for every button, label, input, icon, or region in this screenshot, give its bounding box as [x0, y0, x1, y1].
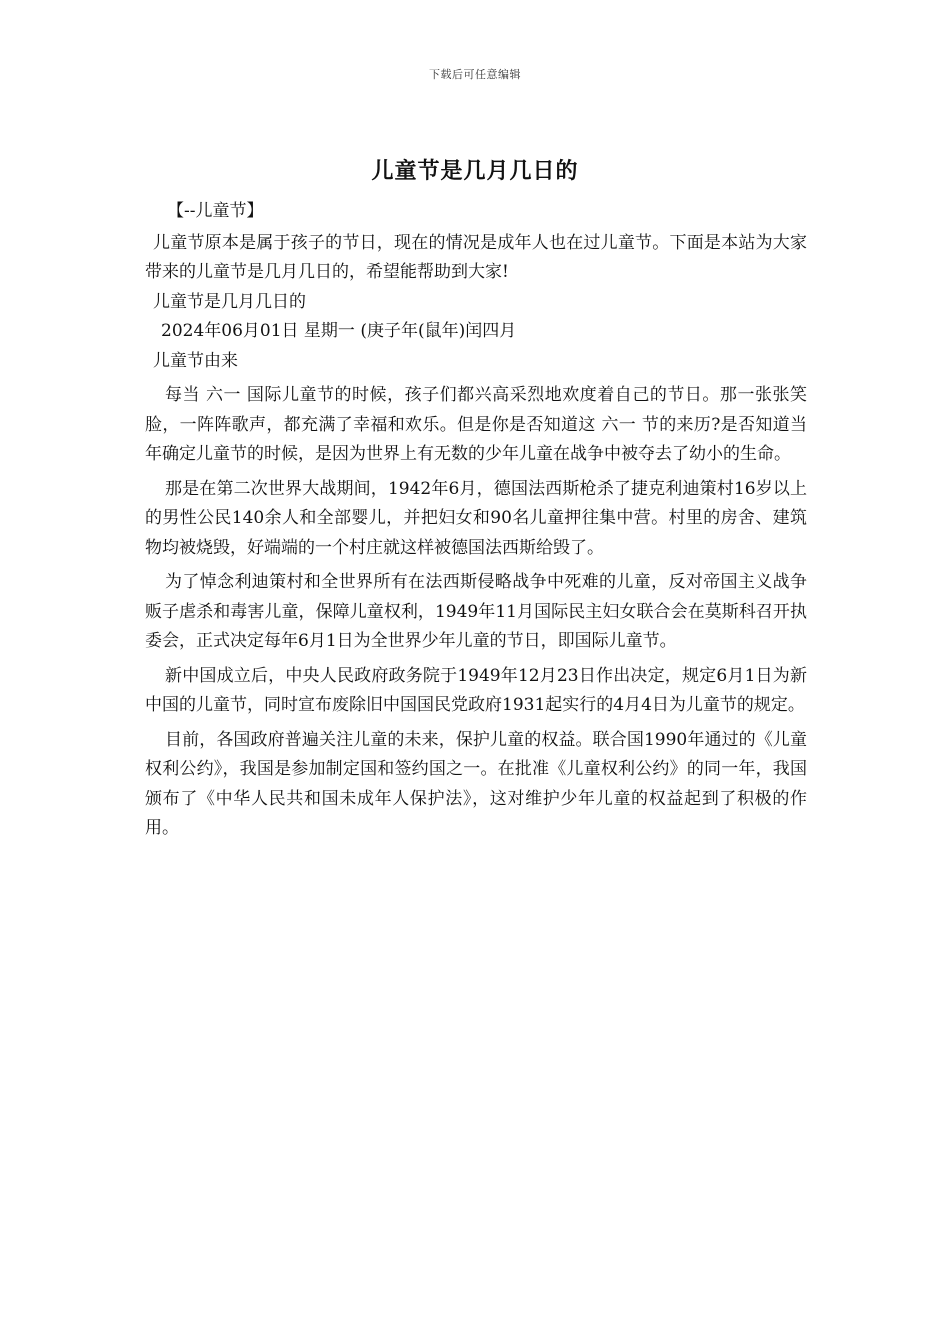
origin-heading: 儿童节由来 — [153, 350, 238, 371]
date-heading: 儿童节是几月几日的 — [153, 291, 306, 312]
origin-paragraph-5: 目前，各国政府普遍关注儿童的未来，保护儿童的权益。联合国1990年通过的《儿童权利公约》，我国是参加制定国和签约国之一。在批准《儿童权利公约》的同一年，我国颁布了《中华人民共和国未成年人保护法》，这对维护少年儿童的权益起到了积极的作用。 — [145, 729, 807, 838]
intro-paragraph: 儿童节原本是属于孩子的节日，现在的情况是成年人也在过儿童节。下面是本站为大家带来的儿童节是几月几日的，希望能帮助到大家! — [145, 232, 807, 282]
origin-paragraph-2: 那是在第二次世界大战期间，1942年6月，德国法西斯枪杀了捷克利迪策村16岁以上的男性公民140余人和全部婴儿，并把妇女和90名儿童押往集中营。村里的房舍、建筑物均被烧毁，好端端的一个村庄就这样被德国法西斯给毁了。 — [145, 478, 807, 558]
origin-paragraph-1: 每当 六一 国际儿童节的时候，孩子们都兴高采烈地欢度着自己的节日。那一张张笑脸，一阵阵歌声，都充满了幸福和欢乐。但是你是否知道这 六一 节的来历?是否知道当年确定儿童节的时候，是因为世界上有无数的少年儿童在战争中被夺去了幼小的生命。 — [145, 385, 807, 464]
origin-paragraph-3: 为了悼念利迪策村和全世界所有在法西斯侵略战争中死难的儿童，反对帝国主义战争贩子虐杀和毒害儿童，保障儿童权利，1949年11月国际民主妇女联合会在莫斯科召开执委会，正式决定每年6月1日为全世界少年儿童的节日，即国际儿童节。 — [145, 572, 807, 651]
tag-line: 【--儿童节】 — [167, 201, 264, 221]
header-note: 下载后可任意编辑 — [429, 68, 521, 81]
date-line: 2024年06月01日 星期一 (庚子年(鼠年)闰四月 — [161, 321, 517, 341]
origin-paragraph-4: 新中国成立后，中央人民政府政务院于1949年12月23日作出决定，规定6月1日为新中国的儿童节，同时宣布废除旧中国国民党政府1931起实行的4月4日为儿童节的规定。 — [145, 665, 807, 715]
document-title: 儿童节是几月几日的 — [371, 158, 579, 184]
document-body — [145, 197, 807, 844]
